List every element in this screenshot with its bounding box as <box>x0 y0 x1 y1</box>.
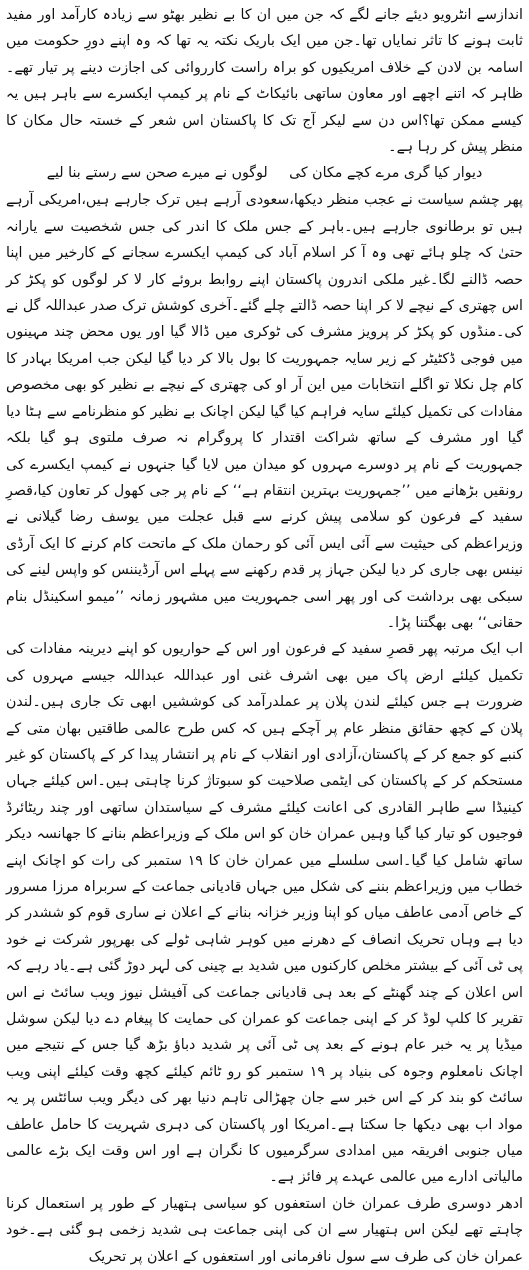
paragraph-4: ادھر دوسری طرف عمران خان استعفوں کو سیاسی ہتھیار کے طور پر استعمال کرنا چاہتے تھے لیکن اس ہتھیار سے ان کی اپنی جماعت ہی شدید زخمی ہو گئی ہے۔خود عمران خان کی طرف سے سول نافرمانی اور استعفوں کے اعلان پر تحریک <box>6 1195 523 1265</box>
paragraph-1: اندازسے انٹرویو دیئے جانے لگے کہ جن میں ان کا بے نظیر بھٹو سے زیادہ کارآمد اور مفید ثابت ہونے کا تاثر نمایاں تھا۔جن میں ایک باریک نکتہ یہ تھا کہ وہ اپنے دورِ حکومت میں اسامہ بن لادن کے خلاف امریکیوں کو براہ راست کارروائی کی اجازت دینے پر تیار تھے۔ظاہر کہ اتنے اچھے اور معاون ساتھی بائیکاٹ کے نام پر کیمپ ایکسرے سے باہر ہیں یہ کیسے ممکن تھا؟اس دن سے لیکر آج تک کا پاکستان اس شعر کے خستہ حال مکان کا منظر پیش کر رہا ہے۔ <box>6 7 523 156</box>
couplet-line-1: دیوار کیا گری مرے کچے مکان کی <box>289 165 483 182</box>
couplet-line-2: لوگوں نے میرے صحن سے رستے بنا لیے <box>46 165 268 182</box>
paragraph-2: پھر چشم سیاست نے عجب منظر دیکھا،سعودی آرہے ہیں ترک جارہے ہیں،امریکی آرہے ہیں تو برطانوی جارہے ہیں۔باہر کے جس ملک کا اندر کی جس شخصیت سے یارانہ حتیٰ کہ چلو ہائے تھی وہ آ کر اسلام آباد کی کیمپ ایکسرے سجانے کے کارخیر میں اپنا حصہ ڈالنے لگا۔غیر ملکی اندرون پاکستان اپنے روابط بروئے کار لا کر لوگوں کو پکڑ کر اس چھتری کے نیچے لا کر اپنا حصہ ڈالتے چلے گئے۔آخری کوشش ترک صدر عبداللہ گل نے کی۔منڈوں کو پکڑ کر پرویز مشرف کی ٹوکری میں ڈالا گیا اور یوں محض چند مہینوں میں فوجی ڈکٹیٹر کے زیر سایہ جمہوریت کا بول بالا کر دیا گیا لیکن جب امریکا بہادر کا کام چل نکلا تو اگلے انتخابات میں این آر او کی چھتری کے نیچے بے نظیر کو بھی مخصوص مفادات کی تکمیل کیلئے سایہ فراہم کیا گیا لیکن اچانک بے نظیر کو منظرنامے سے ہٹا دیا گیا اور مشرف کے ساتھ شراکت اقتدار کا پروگرام نہ صرف ملتوی ہو گیا بلکہ جمہوریت کے نام پر دوسرے مہروں کو میدان میں لایا گیا جنہوں نے کیمپ ایکسرے کی رونقیں بڑھانے میں ’’جمہوریت بہترین انتقام ہے‘‘ کے نام پر جی کھول کر تعاون کیا،قصرِ سفید کے فرعون کو سلامی پیش کرنے سے قبل عجلت میں یوسف رضا گیلانی نے وزیراعظم کی حیثیت سے آئی ایس آئی کو رحمان ملک کے ماتحت کام کرنے کا ایک آرڈی نینس بھی جاری کر دیا لیکن جہاز پر قدم رکھنے سے پہلے اس آرڈیننس کو واپس لینے کی سبکی بھی برداشت کی اور پھر اسی جمہوریت میں مشہور زمانہ ’’میمو اسکینڈل بنام حقانی‘‘ بھی بھگتنا پڑا۔ <box>6 192 523 631</box>
poetry-couplet <box>36 160 493 187</box>
paragraph-3: اب ایک مرتبہ پھر قصرِ سفید کے فرعون اور اس کے حواریوں کو اپنے دیرینہ مفادات کی تکمیل کیلئے ارض پاک میں بھی اشرف غنی اور عبداللہ عبداللہ جیسے مہروں کی ضرورت ہے جس کیلئے لندن پلان پر عملدرآمد کی کوششیں ابھی تک جاری ہیں۔لندن پلان کے کچھ حقائق منظر عام پر آچکے ہیں کہ کس طرح عالمی طاقتیں بھان متی کے کنبے کو جمع کر کے پاکستان،آزادی اور انقلاب کے نام پر انتشار پیدا کر کے پاکستان کو غیر مستحکم کر کے پاکستان کی ایٹمی صلاحیت کو سبوتاژ کرنا چاہتی ہیں۔اس کیلئے جہاں کینیڈا سے طاہر القادری کی اعانت کیلئے مشرف کے سیاستدان ساتھی اور چند ریٹائرڈ فوجیوں کو تیار کیا گیا وہیں عمران خان کو اس ملک کے وزیراعظم بنانے کا جھانسہ دیکر ساتھ شامل کیا گیا۔اسی سلسلے میں عمران خان کا ۱۹ ستمبر کی رات کو اچانک اپنے خطاب میں وزیراعظم بننے کی شکل میں جہاں قادیانی جماعت کے سربراہ مرزا مسرور کے خاص آدمی عاطف میاں کو اپنا وزیر خزانہ بنانے کے اعلان نے ساری قوم کو ششدر کر دیا ہے وہاں تحریک انصاف کے دھرنے میں کوہر شاہی ٹولے کی بھرپور شرکت نے خود پی ٹی آئی کے بیشتر مخلص کارکنوں میں شدید بے چینی کی لہر دوڑ گئی ہے۔یاد رہے کہ اس اعلان کے چند گھنٹے کے بعد ہی قادیانی جماعت کی آفیشل نیوز ویب سائٹ نے اس تقریر کا کلپ لوڈ کر کے اپنی جماعت کو عمران کی حمایت کا پیغام دے دیا لیکن سوشل میڈیا پر یہ خبر عام ہونے کے بعد پی ٹی آئی پر شدید دباؤ بڑھ گیا جس کے نتیجے میں اچانک نامعلوم وجوہ کی بنیاد پر ۱۹ ستمبر کو رو ٹائم کیلئے کچھ وقت کیلئے اپنی ویب سائٹ کو بند کر کے اس خبر سے جان چھڑالی تاہم دنیا بھر کی دیگر ویب سائٹس پر یہ مواد اب بھی دیکھا جا سکتا ہے۔امریکا اور پاکستان کی دہری شہریت کا حامل عاطف میاں جنوبی افریقہ میں امدادی سرگرمیوں کا نگران ہے اور اس وقت ایک بڑے عالمی مالیاتی ادارے میں عالمی عہدے پر فائز ہے۔ <box>6 641 523 1186</box>
